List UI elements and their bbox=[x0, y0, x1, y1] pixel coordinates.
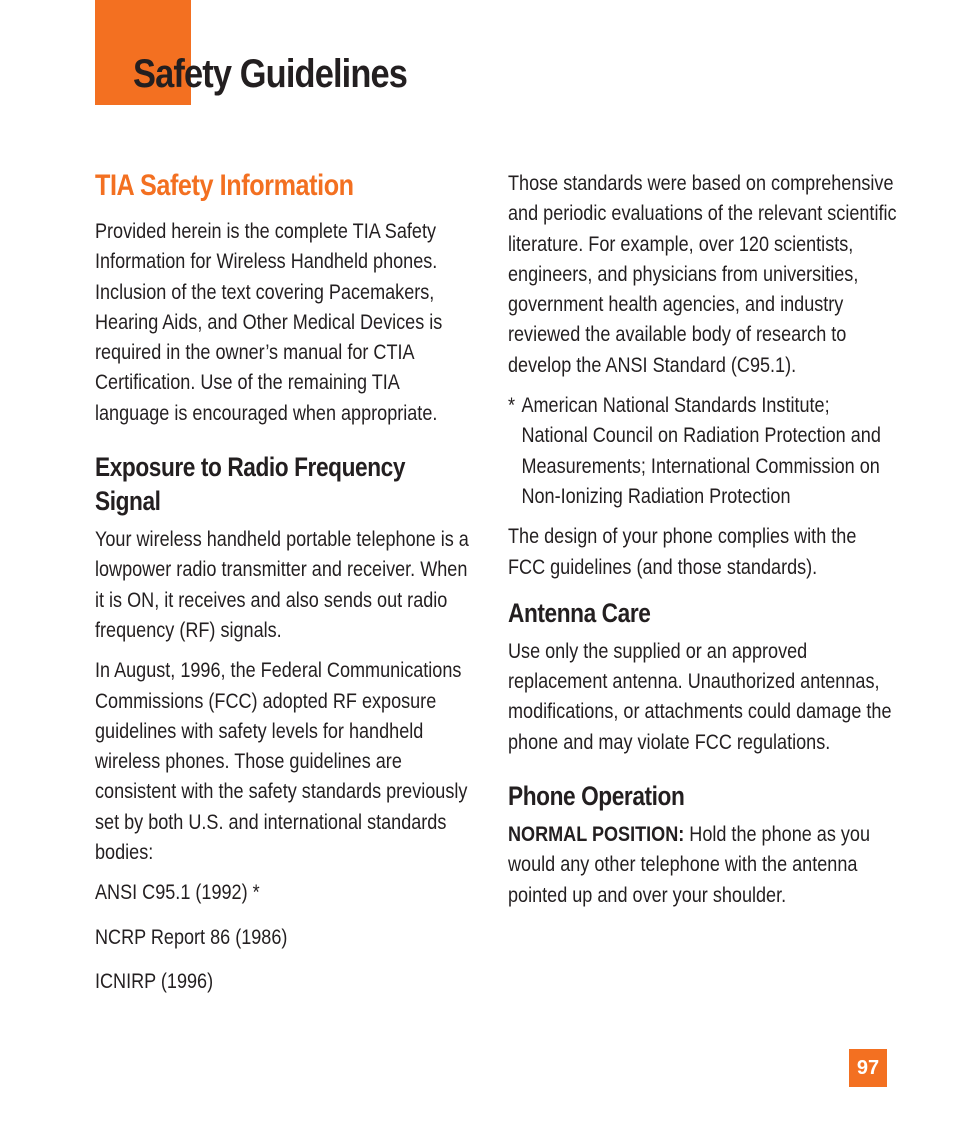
page-number: 97 bbox=[849, 1049, 887, 1087]
exposure-paragraph-1: Your wireless handheld portable telephone is a lowpower radio transmitter and receiver. When it is ON, it receives and also sends out radio frequency (RF) signals. bbox=[95, 527, 469, 642]
footnote-text: American National Standards Institute; National Council on Radiation Protection and Measurements; International Commission on Non-Ionizing Radiation Protection bbox=[521, 393, 881, 508]
design-paragraph: The design of your phone complies with the FCC guidelines (and those standards). bbox=[508, 524, 857, 579]
exposure-heading: Exposure to Radio Frequency Signal bbox=[95, 452, 406, 517]
normal-position-text: Hold the phone as you would any other telephone with the antenna pointed up and over your shoulder. bbox=[508, 822, 871, 907]
section-title-tia: TIA Safety Information bbox=[95, 169, 354, 202]
standard-item: NCRP Report 86 (1986) bbox=[95, 924, 288, 949]
standards-paragraph: Those standards were based on comprehensive and periodic evaluations of the relevant scientific literature. For example, over 120 scientists, engineers, and physicians from universities, government health agencies, and industry reviewed the available body of research to develop the ANSI Standard (C95.1). bbox=[508, 171, 897, 377]
phone-operation-heading: Phone Operation bbox=[508, 781, 685, 812]
tia-intro-paragraph: Provided herein is the complete TIA Safety Information for Wireless Handheld phones. Inclusion of the text covering Pacemakers, Hearing Aids, and Other Medical Devices is required in the owner’s manual for CTIA Certification. Use of the remaining TIA language is encouraged when appropriate. bbox=[95, 219, 443, 425]
footnote-mark: * bbox=[508, 393, 516, 418]
standard-item: ANSI C95.1 (1992) * bbox=[95, 880, 260, 905]
normal-position-label: NORMAL POSITION: bbox=[508, 822, 685, 847]
left-column bbox=[95, 168, 475, 1010]
antenna-care-heading: Antenna Care bbox=[508, 597, 651, 628]
right-column bbox=[508, 168, 898, 920]
exposure-paragraph-2: In August, 1996, the Federal Communications Commissions (FCC) adopted RF exposure guidelines with safety levels for handheld wireless phones. Those guidelines are consistent with the safety standards previously set by both U.S. and international standards bodies: bbox=[95, 658, 468, 865]
normal-position-paragraph bbox=[508, 819, 898, 910]
footnote bbox=[508, 390, 898, 511]
standard-item: ICNIRP (1996) bbox=[95, 968, 214, 993]
page-title: Safety Guidelines bbox=[133, 52, 408, 96]
antenna-paragraph: Use only the supplied or an approved replacement antenna. Unauthorized antennas, modifications, or attachments could damage the phone and may violate FCC regulations. bbox=[508, 638, 892, 754]
